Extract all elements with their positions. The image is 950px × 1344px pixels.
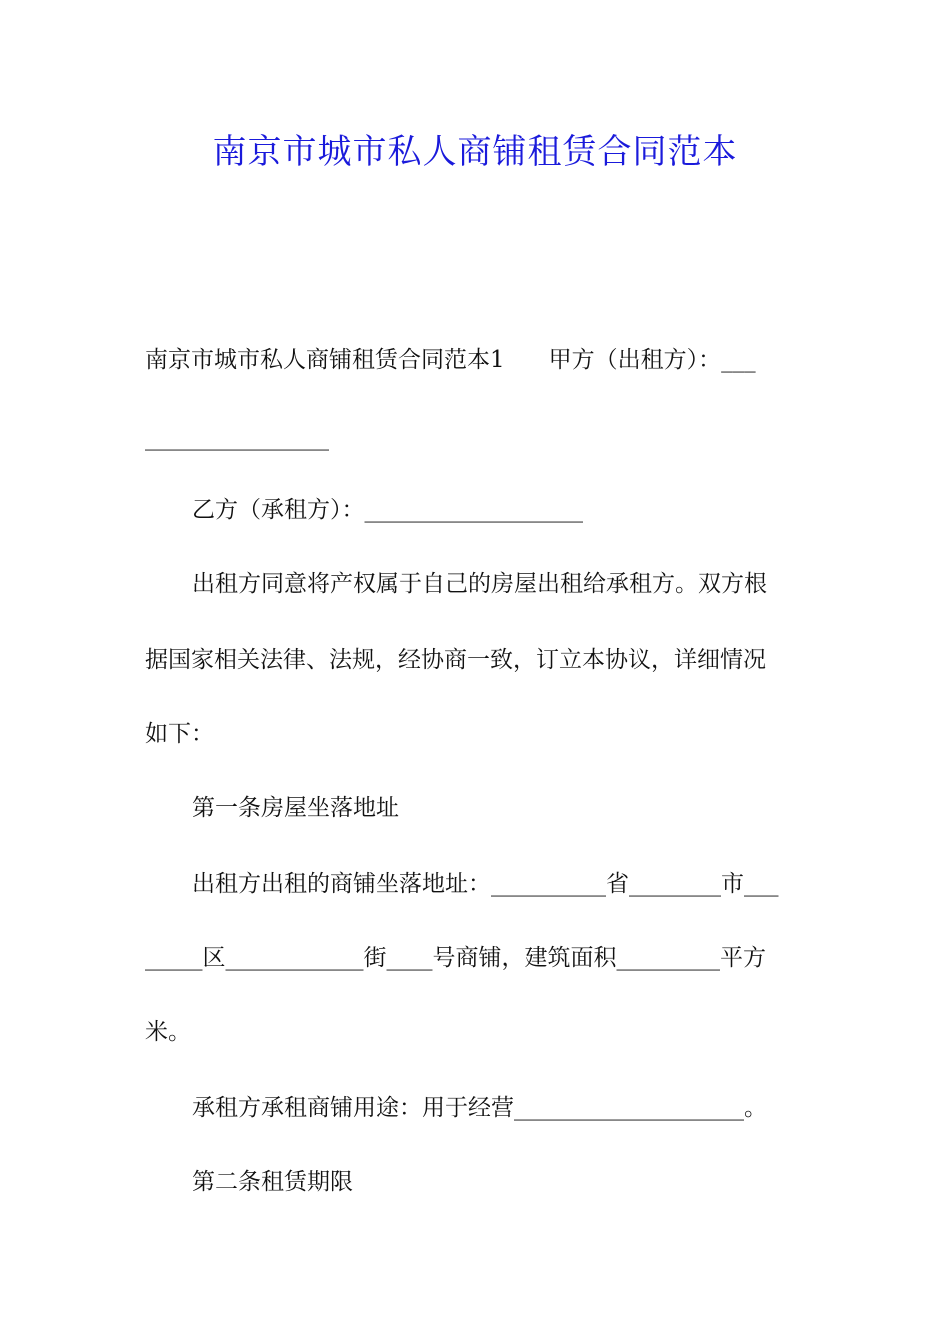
paragraph-line: 出租方同意将产权属于自己的房屋出租给承租方。双方根 <box>192 571 767 597</box>
paragraph-line: _____区____________街____号商铺，建筑面积_________平方 <box>145 945 766 971</box>
intro-line <box>145 342 810 378</box>
party-a-blank-line: ________________ <box>145 425 329 451</box>
party-b-line: 乙方（承租方）：___________________ <box>192 497 583 523</box>
intro-heading: 南京市城市私人商铺租赁合同范本1 <box>145 347 505 373</box>
paragraph-line: 米。 <box>145 1019 191 1045</box>
paragraph-line: 据国家相关法律、法规，经协商一致，订立本协议，详细情况 <box>145 647 766 673</box>
article-heading: 第二条租赁期限 <box>192 1169 353 1195</box>
paragraph-line: 出租方出租的商铺坐落地址：__________省________市___ <box>192 871 779 897</box>
party-a-label: 甲方（出租方）：___ <box>548 347 756 373</box>
paragraph-line: 承租方承租商铺用途：用于经营____________________。 <box>192 1095 767 1121</box>
document-title: 南京市城市私人商铺租赁合同范本 <box>212 132 738 172</box>
paragraph-line: 如下： <box>145 721 214 747</box>
article-heading: 第一条房屋坐落地址 <box>192 795 399 821</box>
